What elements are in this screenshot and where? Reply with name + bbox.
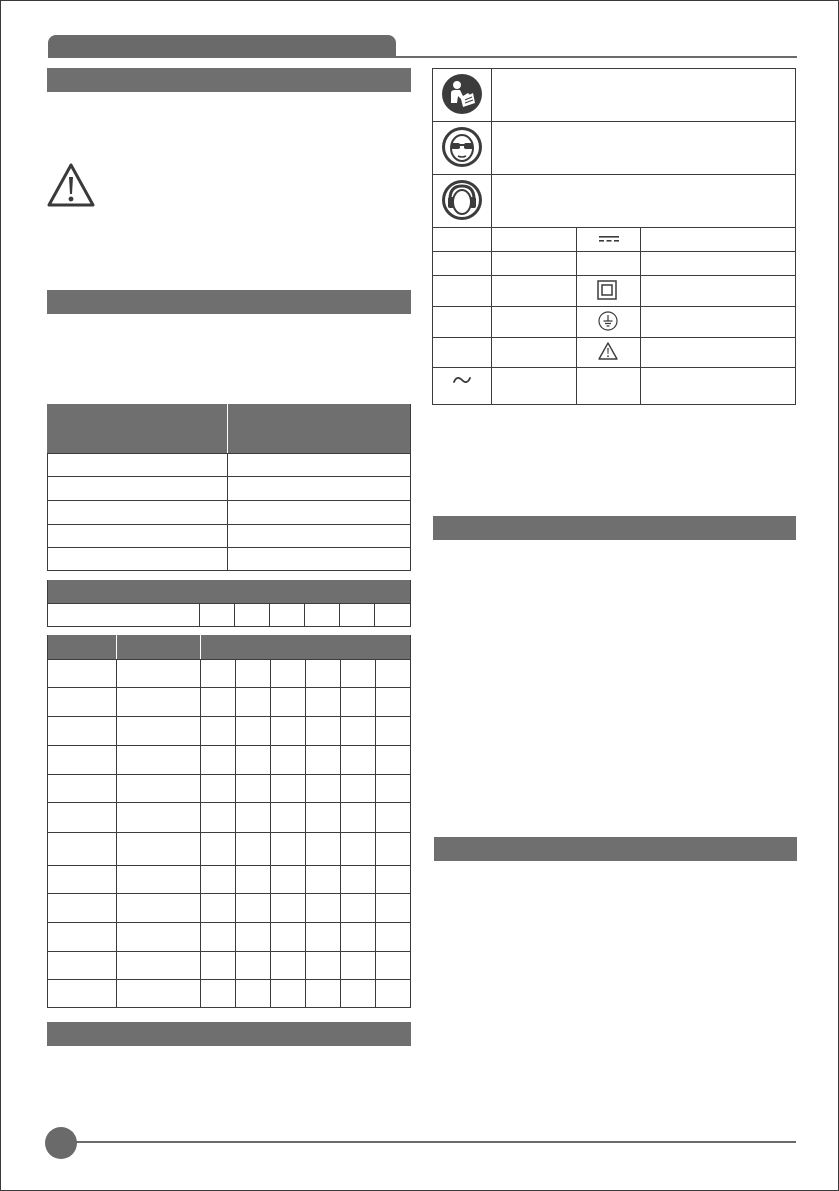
wear-ear-protection-icon (441, 179, 483, 221)
table-row (47, 979, 411, 980)
data-table (47, 635, 411, 1008)
section-header-4 (433, 516, 796, 540)
header-tab (48, 35, 396, 57)
spec-row (48, 548, 227, 570)
class-ii-double-insulation-icon (596, 279, 618, 301)
table-row (47, 802, 411, 803)
footer-rule (76, 1141, 796, 1143)
spec-header-divider (227, 404, 228, 454)
spec-table-header (47, 404, 411, 454)
speed-table (47, 580, 411, 627)
section-header-2 (47, 290, 411, 314)
speed-table-header (47, 580, 411, 603)
table-row (47, 951, 411, 952)
protective-earth-icon (597, 310, 619, 332)
section-header-1 (47, 68, 411, 92)
warning-triangle-icon (597, 341, 619, 361)
table-row (47, 716, 411, 717)
section-header-5 (434, 837, 797, 861)
data-table-header (47, 635, 411, 659)
spec-row (48, 525, 227, 547)
table-row (47, 865, 411, 866)
table-row (47, 893, 411, 894)
direct-current-icon (597, 233, 621, 245)
page-number-badge (45, 1127, 77, 1159)
table-row (47, 745, 411, 746)
read-manual-icon (441, 73, 483, 115)
table-row (47, 774, 411, 775)
table-row (47, 832, 411, 833)
spec-row (48, 501, 227, 523)
header-rule (48, 56, 797, 58)
wear-eye-protection-icon (441, 126, 483, 168)
section-header-3 (47, 1022, 411, 1046)
spec-row (48, 454, 227, 476)
spec-table (47, 404, 411, 571)
table-row (47, 1007, 411, 1008)
symbols-table (432, 68, 796, 405)
spec-row (48, 477, 227, 499)
warning-triangle-icon (45, 161, 97, 209)
table-row (47, 687, 411, 688)
table-row (47, 922, 411, 923)
alternating-current-icon (452, 373, 472, 387)
